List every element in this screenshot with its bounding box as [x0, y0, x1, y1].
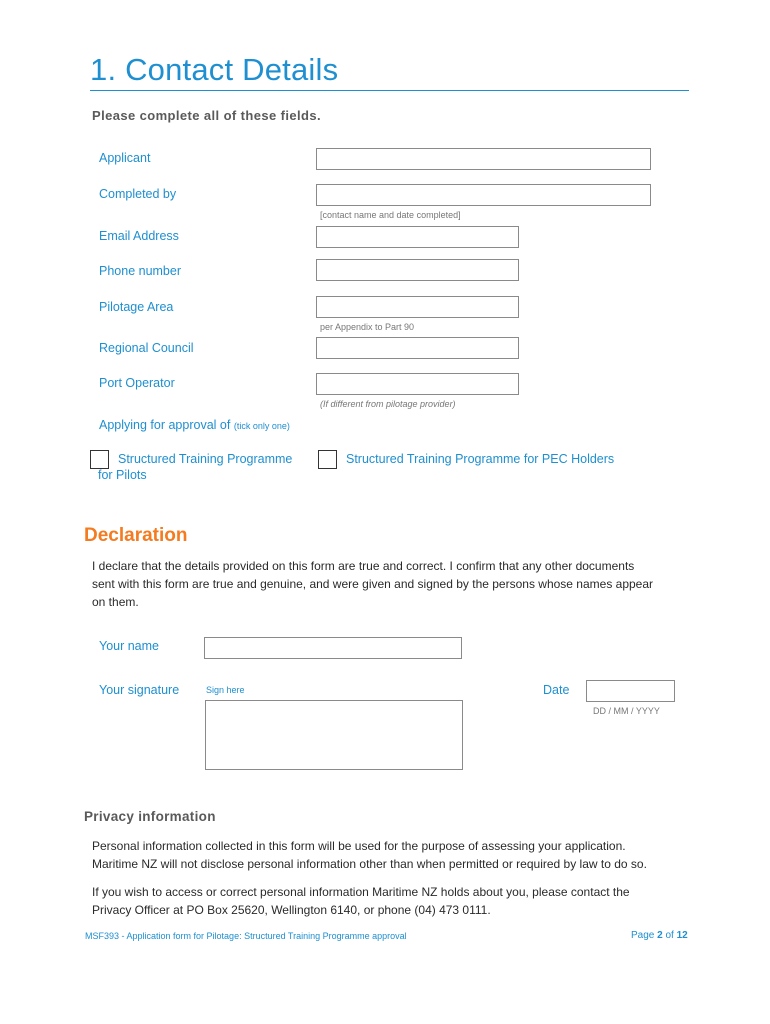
page-title: 1. Contact Details: [90, 52, 339, 87]
footer-document-title: MSF393 - Application form for Pilotage: Structured Training Programme approval: [85, 931, 407, 941]
approval-note: (tick only one): [233, 421, 290, 431]
pilotage-area-hint: per Appendix to Part 90: [320, 322, 415, 332]
approval-label-text: Applying for approval of: [99, 418, 231, 432]
port-operator-hint: (If different from pilotage provider): [320, 399, 456, 409]
port-operator-input[interactable]: [316, 373, 519, 395]
date-label: Date: [543, 683, 570, 697]
page-prefix: Page: [631, 930, 655, 941]
privacy-p2-line-1: If you wish to access or correct personal information Maritime NZ holds about you, please contact the: [92, 885, 630, 899]
completed-by-input[interactable]: [316, 184, 651, 206]
signature-box[interactable]: [205, 700, 463, 770]
date-format-hint: DD / MM / YYYY: [593, 706, 660, 716]
applicant-label: Applicant: [99, 151, 151, 165]
declaration-line-3: on them.: [92, 595, 139, 609]
privacy-p1-line-1: Personal information collected in this form will be used for the purpose of assessing your application.: [92, 839, 626, 853]
privacy-paragraph-1: [92, 837, 647, 873]
page-total: 12: [676, 930, 688, 941]
pec-option-label: Structured Training Programme for PEC Holders: [346, 452, 615, 466]
phone-label: Phone number: [99, 264, 182, 278]
privacy-p1-line-2: Maritime NZ will not disclose personal information other than when permitted or required by law to do so.: [92, 857, 647, 871]
declaration-text: [92, 557, 653, 611]
pilotage-area-input[interactable]: [316, 296, 519, 318]
pilots-option-label: [98, 451, 292, 483]
approval-label: [99, 418, 290, 432]
pilotage-area-label: Pilotage Area: [99, 300, 174, 314]
email-input[interactable]: [316, 226, 519, 248]
pec-checkbox[interactable]: [318, 450, 337, 469]
email-label: Email Address: [99, 229, 179, 243]
declaration-line-1: I declare that the details provided on this form are true and correct. I confirm that any other documents: [92, 559, 635, 573]
title-divider: [90, 90, 689, 91]
pilots-option-line2: for Pilots: [98, 468, 147, 482]
page-current: 2: [657, 930, 663, 941]
section-instruction: Please complete all of these fields.: [92, 108, 321, 123]
pilots-option-line1: Structured Training Programme: [118, 452, 293, 466]
privacy-p2-line-2: Privacy Officer at PO Box 25620, Wellington 6140, or phone (04) 473 0111.: [92, 903, 491, 917]
regional-council-input[interactable]: [316, 337, 519, 359]
your-signature-label: Your signature: [99, 683, 180, 697]
completed-by-label: Completed by: [99, 187, 177, 201]
sign-here-hint: Sign here: [206, 685, 245, 695]
declaration-line-2: sent with this form are true and genuine, and were given and signed by the persons whose names appear: [92, 577, 654, 591]
your-name-input[interactable]: [204, 637, 462, 659]
page-of: of: [665, 930, 674, 941]
port-operator-label: Port Operator: [99, 376, 175, 390]
footer-page-number: [631, 930, 688, 941]
privacy-paragraph-2: [92, 883, 630, 919]
privacy-heading: Privacy information: [84, 809, 216, 824]
applicant-input[interactable]: [316, 148, 651, 170]
your-name-label: Your name: [99, 639, 159, 653]
phone-input[interactable]: [316, 259, 519, 281]
declaration-heading: Declaration: [84, 525, 188, 546]
date-input[interactable]: [586, 680, 675, 702]
completed-by-hint: [contact name and date completed]: [320, 210, 461, 220]
regional-council-label: Regional Council: [99, 341, 194, 355]
